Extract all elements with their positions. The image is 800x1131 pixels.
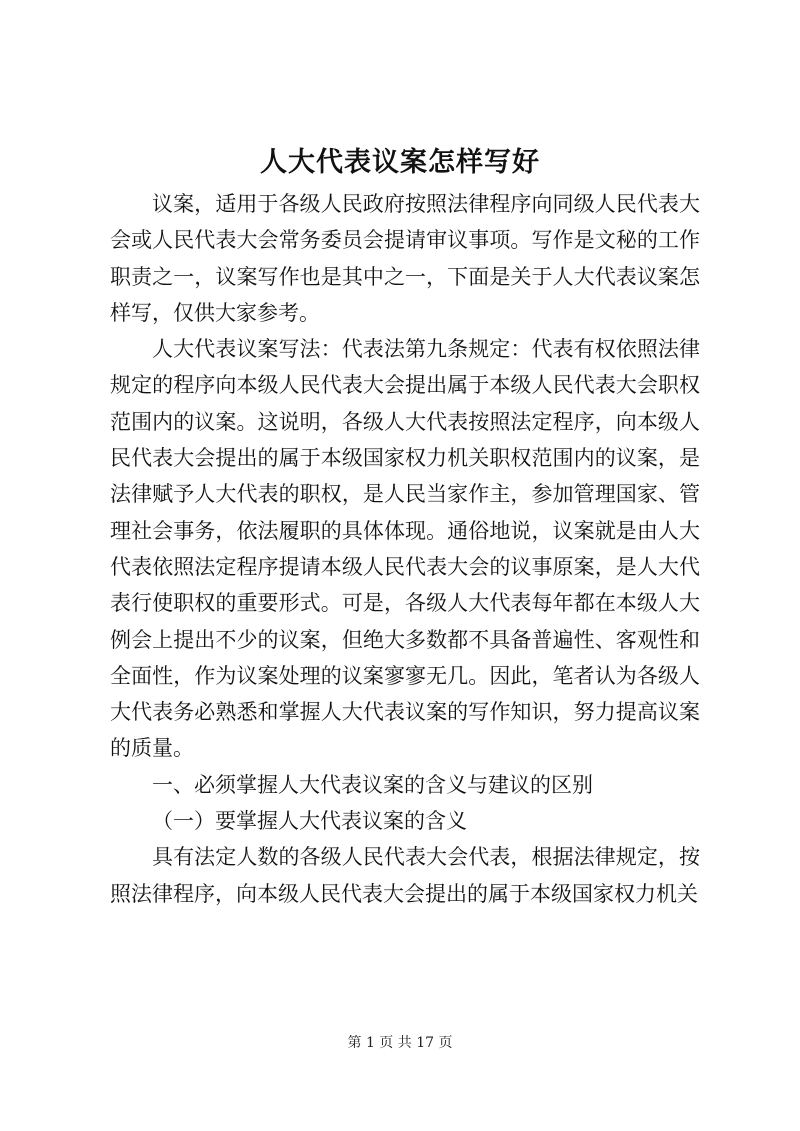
paragraph-intro: 议案，适用于各级人民政府按照法律程序向同级人民代表大会或人民代表大会常务委员会提请审议事项。写作是文秘的工作职责之一，议案写作也是其中之一，下面是关于人大代表议案怎样写，仅供大家参考。 — [110, 192, 700, 325]
page-footer: 第 1 页 共 17 页 — [347, 1035, 453, 1051]
paragraph-definition: 具有法定人数的各级人民代表大会代表，根据法律规定，按照法律程序，向本级人民代表大会提出的属于本级国家权力机关 — [110, 845, 700, 906]
document-body — [110, 186, 700, 912]
paragraph-writing-method: 人大代表议案写法：代表法第九条规定：代表有权依照法律规定的程序向本级人民代表大会提出属于本级人民代表大会职权范围内的议案。这说明，各级人大代表按照法定程序，向本级人民代表大会提出的属于本级国家权力机关职权范围内的议案，是法律赋予人大代表的职权，是人民当家作主，参加管理国家、管理社会事务，依法履职的具体体现。通俗地说，议案就是由人大代表依照法定程序提请本级人民代表大会的议事原案，是人大代表行使职权的重要形式。可是，各级人大代表每年都在本级人大例会上提出不少的议案，但绝大多数都不具备普遍性、客观性和全面性，作为议案处理的议案寥寥无几。因此，笔者认为各级人大代表务必熟悉和掌握人大代表议案的写作知识，努力提高议案的质量。 — [110, 337, 700, 761]
document-title: 人大代表议案怎样写好 — [260, 147, 540, 178]
section-heading-1: 一、必须掌握人大代表议案的含义与建议的区别 — [152, 772, 593, 797]
subsection-heading-1: （一）要掌握人大代表议案的含义 — [152, 809, 467, 834]
